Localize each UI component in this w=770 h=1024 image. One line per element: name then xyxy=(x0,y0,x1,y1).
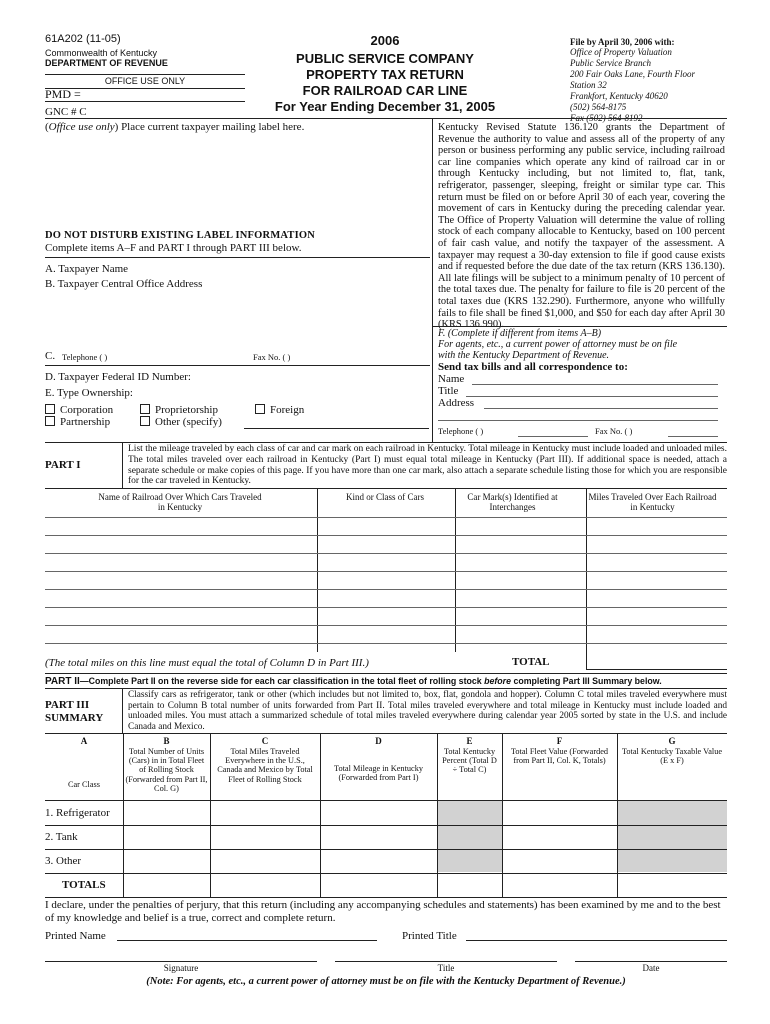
proprietorship-checkbox[interactable]: Proprietorship xyxy=(140,404,218,416)
correspondence-telephone-field[interactable]: Telephone ( ) xyxy=(438,426,484,436)
send-correspondence-label: Send tax bills and all correspondence to: xyxy=(438,361,628,373)
part3-col-letter: F xyxy=(556,736,563,746)
part1-col-miles-header: Miles Traveled Over Each Railroad in Kentucky xyxy=(588,492,717,512)
part3-totals-label: TOTALS xyxy=(62,879,106,891)
table-row[interactable] xyxy=(45,535,727,536)
part3-row-label: 3. Other xyxy=(45,855,82,867)
taxpayer-fax-field[interactable]: Fax No. ( ) xyxy=(253,352,291,362)
part1-total-label: TOTAL xyxy=(512,656,550,668)
part3-col-letter: G xyxy=(668,736,676,746)
agency-name: Commonwealth of Kentucky xyxy=(45,48,158,58)
part1-total-note: (The total miles on this line must equal the total of Column D in Part III.) xyxy=(45,657,369,669)
part3-col-description: Total Number of Units (Cars) in in Total Fleet of Rolling Stock (Forwarded from Part II, Col. G) xyxy=(125,747,208,793)
part3-col-letter: C xyxy=(261,736,269,746)
table-row[interactable] xyxy=(45,873,727,874)
pmd-field[interactable]: PMD = xyxy=(45,87,81,101)
taxpayer-name-field[interactable]: A. Taxpayer Name xyxy=(45,263,129,275)
form-id: 61A202 (11-05) xyxy=(45,33,121,45)
title-input[interactable] xyxy=(335,961,557,962)
form-title-line2: PROPERTY TAX RETURN xyxy=(306,67,464,82)
taxpayer-telephone-field[interactable]: Telephone ( ) xyxy=(62,352,108,362)
correspondence-fax-field[interactable]: Fax No. ( ) xyxy=(595,426,633,436)
gnc-field[interactable]: GNC # C xyxy=(45,106,87,118)
table-row[interactable] xyxy=(45,607,727,608)
foreign-checkbox[interactable]: Foreign xyxy=(255,404,304,416)
part3-instructions: Classify cars as refrigerator, tank or other (which includes but not limited to, box, flat, gondola and hopper). Column C total miles traveled everywhere must pertain to Column B total number of units forwarded from Part II. Total miles traveled everywhere and total mileage in Kentucky must include loaded and unloaded miles. You must attach a summarized schedule of total miles traveled everywhere during calendar year 2005 sorted by state in the U.S. and include Canada and Mexico. xyxy=(128,690,727,732)
part1-total-input[interactable] xyxy=(586,669,727,670)
part3-col-description: Total Fleet Value (Forwarded from Part II, Col. K, Totals) xyxy=(510,747,609,766)
perjury-declaration: I declare, under the penalties of perjury, that this return (including any accompanying schedules and statements) has been examined by me and to the best of my knowledge and belief is a true, correct and complete return. xyxy=(45,899,721,924)
form-title-line4: For Year Ending December 31, 2005 xyxy=(274,99,496,114)
file-by-notice: File by April 30, 2006 with: xyxy=(570,37,675,47)
printed-name-label: Printed Name xyxy=(45,930,106,942)
table-row[interactable] xyxy=(45,849,727,850)
table-row[interactable] xyxy=(45,643,727,644)
table-row[interactable] xyxy=(45,553,727,554)
part3-row-label: 2. Tank xyxy=(45,831,78,843)
form-title-line3: FOR RAILROAD CAR LINE xyxy=(302,83,468,98)
department-name: DEPARTMENT OF REVENUE xyxy=(45,58,168,68)
part3-label: PART III xyxy=(45,699,90,711)
correspondence-address-input[interactable] xyxy=(484,408,718,409)
part3-row-label: 1. Refrigerator xyxy=(45,807,110,819)
statute-paragraph: Kentucky Revised Statute 136.120 grants the Department of Revenue the authority to value and assess all of the property of any person or business performing any public service, including railroad car line companies which operate any kind of railroad car in or through Kentucky including, but not limited to, flat, tank, refrigerator, passenger, sleeping, freight or similar type car. This return must be filed on or before April 30 of each year, covering the movement of cars in Kentucky during the preceding calendar year. The Office of Property Valuation will determine the value of rolling stock of each company allocable to Kentucky, based on 100 percent of fair cash value, and notify the taxpayer of the assessment. A taxpayer may request a 30-day extension to file if good cause exists and if requested before the due date of the tax return (KRS 136.130). All late filings will be subject to a minimum penalty of 10 percent of the total taxes due. The penalty for failure to file is 20 percent of the total taxes due (KRS 132.290). Furthermore, anyone who willfully fails to file shall be fined $1,000, and $50 for each day after April 30 (KRS 136.990). xyxy=(438,122,725,331)
federal-id-field[interactable]: D. Taxpayer Federal ID Number: xyxy=(45,371,191,383)
part3-col-description: Total Miles Traveled Everywhere in the U.S., Canada and Mexico by Total Fleet of Rolling Stock xyxy=(217,747,313,784)
part3-col-letter: A xyxy=(80,736,88,746)
office-use-only-label: OFFICE USE ONLY xyxy=(104,76,186,86)
ownership-type-label: E. Type Ownership: xyxy=(45,387,133,399)
part3-col-description: Total Kentucky Percent (Total D ÷ Total C) xyxy=(442,747,497,775)
filing-address: Office of Property Valuation Public Service Branch 200 Fair Oaks Lane, Fourth Floor Station 32 Frankfort, Kentucky 40620 (502) 564-8175 Fax (502) 564-8192 xyxy=(570,47,695,123)
correspondence-address-label: Address xyxy=(438,397,475,409)
printed-name-input[interactable] xyxy=(117,940,377,941)
printed-title-input[interactable] xyxy=(466,940,727,941)
part2-instruction: PART II—Complete Part II on the reverse side for each car classification in the total fleet of rolling stock before completing Part III Summary below. xyxy=(45,676,662,687)
signature-input[interactable] xyxy=(45,961,317,962)
correspondence-title-input[interactable] xyxy=(466,396,718,397)
other-checkbox[interactable]: Other (specify) xyxy=(140,416,222,428)
date-input[interactable] xyxy=(575,961,727,962)
part3-col-letter: E xyxy=(466,736,473,746)
form-title-line1: PUBLIC SERVICE COMPANY xyxy=(296,51,474,66)
correspondence-name-label: Name xyxy=(438,373,465,385)
part1-col-carmark-header: Car Mark(s) Identified at Interchanges xyxy=(467,492,558,512)
correspondence-title-label: Title xyxy=(438,385,459,397)
part3-col-letter: D xyxy=(375,736,382,746)
table-row[interactable] xyxy=(45,571,727,572)
part3-col-description: Car Class xyxy=(67,780,101,789)
table-row[interactable] xyxy=(45,825,727,826)
power-of-attorney-note: (Note: For agents, etc., a current power of attorney must be on file with the Kentucky Department of Revenue.) xyxy=(146,976,626,987)
table-row[interactable] xyxy=(45,589,727,590)
part3-summary-label: SUMMARY xyxy=(45,712,104,724)
title-label: Title xyxy=(437,963,455,973)
table-row[interactable] xyxy=(45,625,727,626)
printed-title-label: Printed Title xyxy=(402,930,457,942)
taxpayer-address-field[interactable]: B. Taxpayer Central Office Address xyxy=(45,278,203,290)
part1-label: PART I xyxy=(45,459,81,471)
correspondence-name-input[interactable] xyxy=(472,384,718,385)
signature-label: Signature xyxy=(163,963,199,973)
item-c-letter: C. xyxy=(45,350,56,362)
partnership-checkbox[interactable]: Partnership xyxy=(45,416,110,428)
part1-col-railroad-header: Name of Railroad Over Which Cars Traveled in Kentucky xyxy=(98,492,262,512)
mailing-label-instruction: (Office use only) Place current taxpayer mailing label here. xyxy=(45,121,305,133)
part3-col-description: Total Mileage in Kentucky (Forwarded from Part I) xyxy=(333,764,424,783)
do-not-disturb-notice: DO NOT DISTURB EXISTING LABEL INFORMATION xyxy=(45,230,316,241)
table-row[interactable] xyxy=(45,517,727,518)
corporation-checkbox[interactable]: Corporation xyxy=(45,404,113,416)
form-year: 2006 xyxy=(370,33,400,48)
part3-col-description: Total Kentucky Taxable Value (E x F) xyxy=(621,747,723,766)
part3-col-letter: B xyxy=(163,736,170,746)
date-label: Date xyxy=(642,963,660,973)
complete-items-instruction: Complete items A–F and PART I through PART III below. xyxy=(45,242,302,254)
item-f-instruction: F. (Complete if different from items A–B) For agents, etc., a current power of attorney must be on file with the Kentucky Department of Revenue. xyxy=(438,328,678,361)
part1-instructions: List the mileage traveled by each class of car and car mark on each railroad in Kentucky. Total mileage in Kentucky must include loaded and unloaded miles. The total miles traveled over each railroad in Kentucky (Part I) must equal total mileage in Kentucky (Part III). If additional space is needed, attach a separate schedule or make copies of this page. If you have more than one car mark, also attach a separate schedule listing those for which you are responsible for the car traveled in Kentucky. xyxy=(128,444,727,487)
part1-col-class-header: Kind or Class of Cars xyxy=(346,492,424,502)
